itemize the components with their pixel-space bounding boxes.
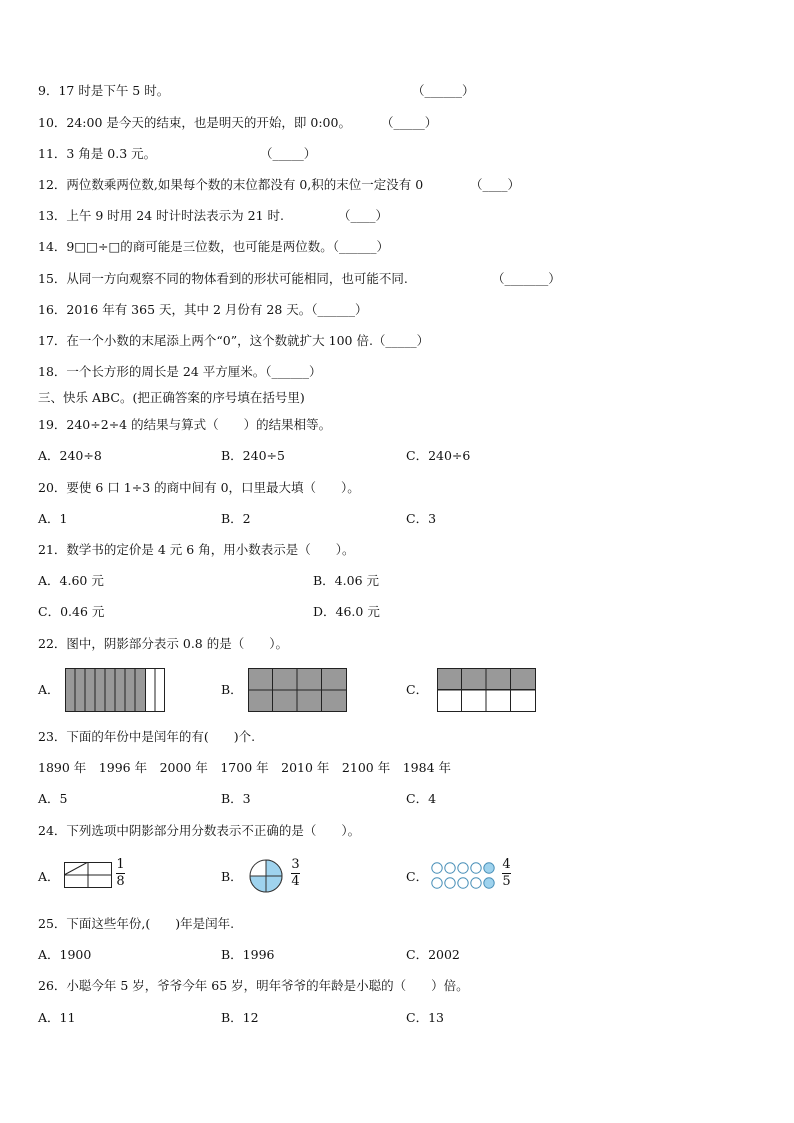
option-21-d[interactable]: D．46.0 元 (313, 604, 380, 619)
figure-24-b-circle (249, 859, 283, 893)
answer-blank-17[interactable]: （_____） (372, 333, 430, 348)
option-26-a[interactable]: A．11 (38, 1010, 76, 1025)
question-9: 9．17 时是下午 5 时。 (38, 83, 170, 98)
question-22: 22．图中，阴影部分表示 0.8 的是（ ）。 (38, 636, 288, 651)
question-14: 14．9□□÷□的商可能是三位数，也可能是两位数。（______） (38, 239, 390, 254)
question-18: 18．一个长方形的周长是 24 平方厘米。（______） (38, 364, 322, 379)
figure-22-c-grid (437, 668, 536, 712)
question-23: 23．下面的年份中是闰年的有( )个. (38, 729, 256, 744)
option-21-c[interactable]: C．0.46 元 (38, 604, 105, 619)
option-26-b[interactable]: B．12 (221, 1010, 259, 1025)
option-25-c[interactable]: C．2002 (406, 947, 460, 962)
option-25-b[interactable]: B．1996 (221, 947, 275, 962)
fraction-24-b: 3 4 (291, 857, 300, 889)
question-16: 16．2016 年有 365 天，其中 2 月份有 28 天。（______） (38, 302, 368, 317)
answer-blank-16[interactable]: （______） (311, 302, 368, 317)
figure-24-c-circles (431, 861, 497, 891)
answer-blank-9[interactable]: （______） (412, 83, 475, 98)
answer-blank-10[interactable]: （_____） (381, 115, 438, 130)
option-19-c[interactable]: C．240÷6 (406, 448, 471, 463)
option-23-b[interactable]: B．3 (221, 791, 251, 806)
option-26-c[interactable]: C．13 (406, 1010, 444, 1025)
option-24-c[interactable]: C． (406, 869, 429, 884)
option-21-b[interactable]: B．4.06 元 (313, 573, 379, 588)
option-20-c[interactable]: C．3 (406, 511, 437, 526)
answer-blank-13[interactable]: （____） (338, 208, 389, 223)
option-19-a[interactable]: A．240÷8 (38, 448, 102, 463)
option-22-a[interactable]: A． (38, 682, 60, 697)
figure-24-a-rectangle (64, 862, 112, 888)
question-19: 19．240÷2÷4 的结果与算式（ ）的结果相等。 (38, 417, 332, 432)
question-15: 15．从同一方向观察不同的物体看到的形状可能相同，也可能不同. (38, 271, 408, 286)
question-12: 12．两位数乘两位数,如果每个数的末位都没有 0,积的末位一定没有 0 (38, 177, 424, 192)
fraction-24-c: 4 5 (502, 857, 511, 889)
figure-22-a-strips (65, 668, 165, 712)
option-19-b[interactable]: B．240÷5 (221, 448, 285, 463)
answer-blank-15[interactable]: （_______） (492, 271, 561, 286)
question-24: 24．下列选项中阴影部分用分数表示不正确的是（ ）。 (38, 823, 361, 838)
question-11: 11．3 角是 0.3 元。 (38, 146, 157, 161)
option-22-c[interactable]: C． (406, 682, 429, 697)
fraction-24-a: 1 8 (116, 857, 125, 889)
option-24-b[interactable]: B． (221, 869, 243, 884)
question-21: 21．数学书的定价是 4 元 6 角，用小数表示是（ ）。 (38, 542, 355, 557)
question-13: 13．上午 9 时用 24 时计时法表示为 21 时. (38, 208, 284, 223)
option-22-b[interactable]: B． (221, 682, 243, 697)
year-list-23: 1890 年 1996 年 2000 年 1700 年 2010 年 2100 年 1984 年 (38, 760, 451, 775)
option-20-a[interactable]: A．1 (38, 511, 68, 526)
option-20-b[interactable]: B．2 (221, 511, 251, 526)
option-24-a[interactable]: A． (38, 869, 60, 884)
option-23-c[interactable]: C．4 (406, 791, 437, 806)
question-20: 20．要使 6 口 1÷3 的商中间有 0，口里最大填（ ）。 (38, 480, 360, 495)
figure-22-b-grid (248, 668, 347, 712)
answer-blank-12[interactable]: （____） (470, 177, 521, 192)
question-25: 25．下面这些年份,( )年是闰年. (38, 916, 235, 931)
question-17: 17．在一个小数的末尾添上两个“0”，这个数就扩大 100 倍.（_____） (38, 333, 430, 348)
answer-blank-11[interactable]: （_____） (260, 146, 317, 161)
option-23-a[interactable]: A．5 (38, 791, 68, 806)
answer-blank-18[interactable]: （______） (265, 364, 322, 379)
option-25-a[interactable]: A．1900 (38, 947, 92, 962)
question-10: 10．24:00 是今天的结束，也是明天的开始，即 0:00。 (38, 115, 351, 130)
section-heading-3: 三、快乐 ABC。(把正确答案的序号填在括号里) (38, 390, 305, 405)
question-26: 26．小聪今年 5 岁，爷爷今年 65 岁，明年爷爷的年龄是小聪的（ ）倍。 (38, 978, 469, 993)
option-21-a[interactable]: A．4.60 元 (38, 573, 104, 588)
answer-blank-14[interactable]: （______） (332, 239, 390, 254)
